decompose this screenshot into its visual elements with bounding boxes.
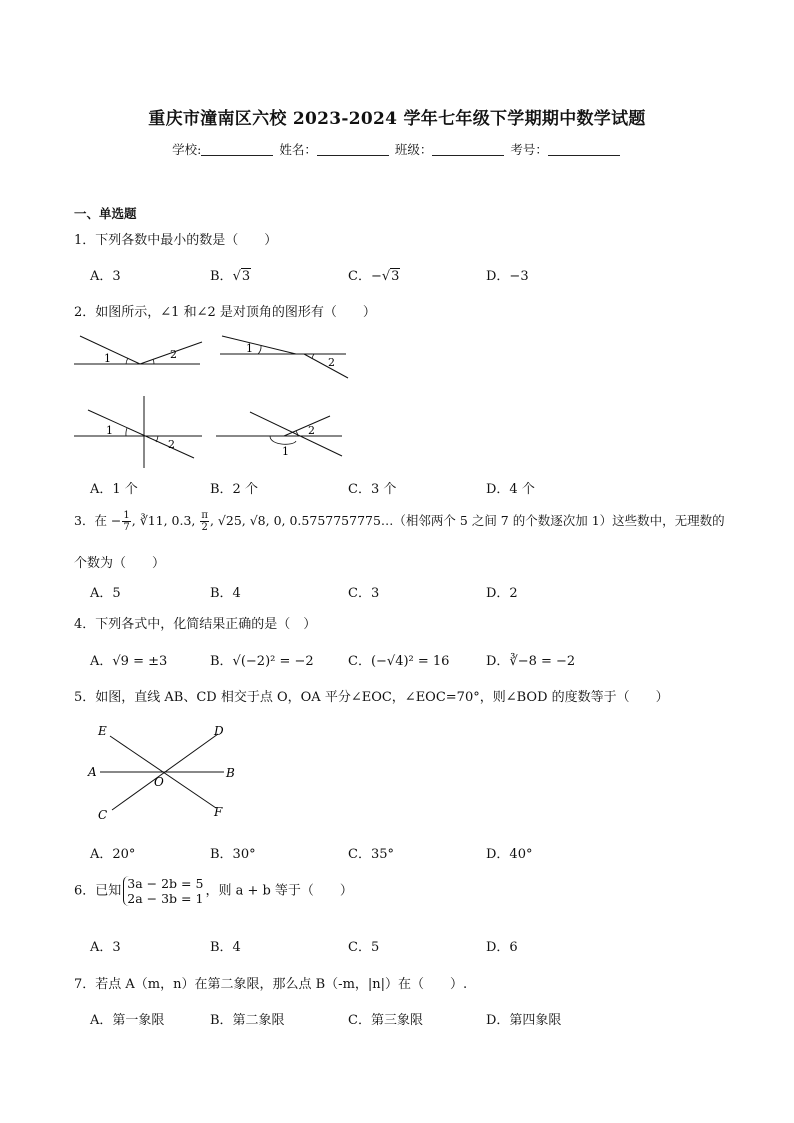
q3-fraction-1: $\frac{1}{7}$ [123,510,130,533]
school-label: 学校: [172,142,202,157]
id-label: 考号： [510,142,548,157]
q2-option-d: D．4 个 [486,482,535,497]
q7-option-c: C．第三象限 [348,1013,423,1028]
q1-option-a: A．3 [90,269,121,284]
q5-label-c: C [98,808,108,822]
q5-label-f: F [214,805,223,819]
q2-fig3-label-1: 1 [106,424,113,437]
q5-option-b: B．30° [210,847,256,862]
q1-option-d: D．−3 [486,269,529,284]
page-title: 重庆市潼南区六校 2023-2024 学年七年级下学期期中数学试题 [148,109,646,129]
question-5-text: 5．如图，直线 AB、CD 相交于点 O，OA 平分∠EOC，∠EOC=70°，则∠BOD 的度数等于（ ） [74,690,669,705]
q4-option-a: A．√9 = ±3 [90,654,168,669]
q2-option-b: B．2 个 [210,482,258,497]
q2-figure-1 [70,330,210,374]
question-3-text: 3．在 − $\frac{1}{7}$ , ∛11, 0.3, $\frac{\pi}{2}$ , √25, √8, 0, 0.5757757775…（相邻两个 5 之间 7 的个数逐次加 1）这些数中，无理数的 [74,510,725,533]
q3-option-c: C．3 [348,586,380,601]
class-label: 班级： [394,142,433,157]
q3-option-b: B．4 [210,586,241,601]
q2-option-c: C．3 个 [348,482,397,497]
class-blank [432,155,504,156]
q6-option-a: A．3 [90,940,121,955]
q5-option-d: D．40° [486,847,533,862]
q2-fig4-label-2: 2 [308,424,315,437]
q6-option-c: C．5 [348,940,380,955]
q2-figure-4 [212,404,352,460]
q5-option-a: A．20° [90,847,136,862]
q3-option-d: D．2 [486,586,518,601]
q2-fig2-label-2: 2 [328,356,335,369]
q2-fig2-label-1: 1 [246,342,253,355]
question-2-text: 2．如图所示，∠1 和∠2 是对顶角的图形有（ ） [74,305,376,320]
q4-option-b: B．√(−2)² = −2 [210,654,314,669]
q5-label-a: A [88,765,97,779]
q5-label-d: D [214,724,224,738]
q2-figure-2 [212,328,352,382]
q2-fig1-label-1: 1 [104,352,111,365]
q5-label-o: O [154,775,164,789]
q7-option-b: B．第二象限 [210,1013,285,1028]
q4-option-c: C．(−√4)² = 16 [348,654,450,669]
q1-option-c: C．−√3 [348,269,400,284]
name-label: 姓名： [279,142,317,157]
question-7-text: 7．若点 A（m，n）在第二象限，那么点 B（-m，|n|）在（ ）. [74,977,468,992]
question-4-text: 4．下列各式中，化简结果正确的是（ ） [74,617,317,632]
student-info-line [0,140,794,158]
q4-option-d: D．∛−8 = −2 [486,654,576,669]
q2-option-a: A．1 个 [90,482,138,497]
question-3-line2: 个数为（ ） [74,556,166,571]
q3-fraction-2: $\frac{\pi}{2}$ [201,510,208,533]
q7-option-d: D．第四象限 [486,1013,562,1028]
q2-fig1-label-2: 2 [170,348,177,361]
q5-label-b: B [226,766,235,780]
school-blank [201,155,273,156]
q2-fig4-label-1: 1 [282,445,289,458]
question-1-text: 1．下列各数中最小的数是（ ） [74,233,278,248]
q2-fig3-label-2: 2 [168,438,175,451]
question-6-text: 6．已知 3a − 2b = 5 2a − 3b = 1 ，则 a + b 等于（ ） [74,876,353,906]
section-heading: 一、单选题 [74,206,137,221]
q5-figure [84,720,244,826]
name-blank [317,155,389,156]
q6-option-d: D．6 [486,940,518,955]
q5-label-e: E [98,724,107,738]
q7-option-a: A．第一象限 [90,1013,165,1028]
q2-figure-3 [70,396,210,470]
q1-option-b: B．√3 [210,269,251,284]
q5-option-c: C．35° [348,847,394,862]
id-blank [548,155,620,156]
q6-equation-system: 3a − 2b = 5 2a − 3b = 1 [123,876,203,906]
q3-option-a: A．5 [90,586,121,601]
q6-option-b: B．4 [210,940,241,955]
